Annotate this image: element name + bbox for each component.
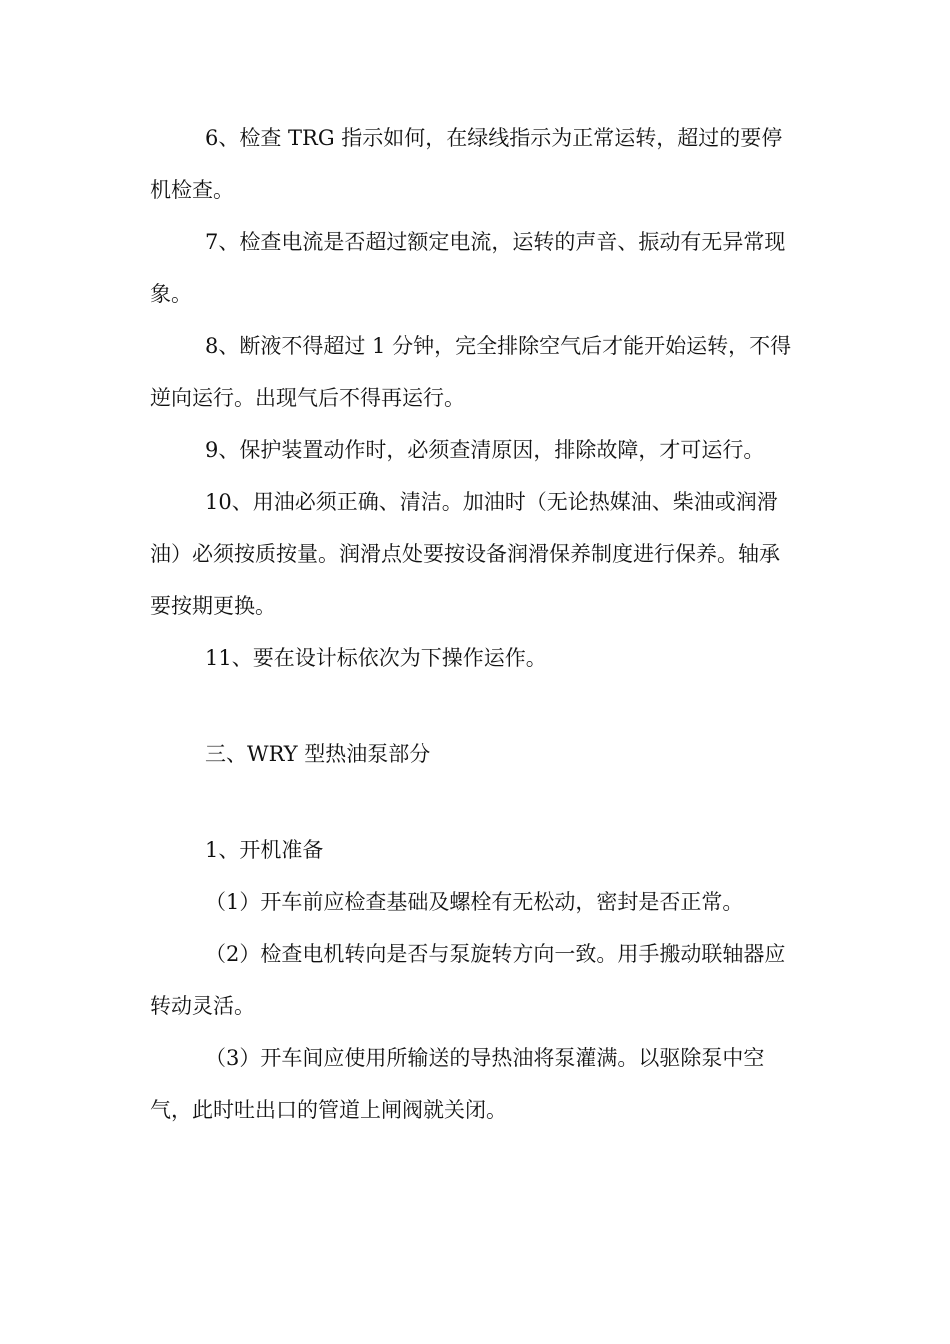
sub-item-3: （3）开车间应使用所输送的导热油将泵灌满。以驱除泵中空气，此时吐出口的管道上闸阀就关闭。 bbox=[150, 1046, 765, 1122]
paragraph-item-7: 7、检查电流是否超过额定电流，运转的声音、振动有无异常现象。 bbox=[150, 230, 786, 306]
paragraph-item-11: 11、要在设计标依次为下操作运作。 bbox=[205, 646, 547, 670]
document-body bbox=[150, 112, 800, 1136]
paragraph-item-8: 8、断液不得超过 1 分钟，完全排除空气后才能开始运转，不得逆向运行。出现气后不得再运行。 bbox=[150, 334, 792, 410]
sub-item-2: （2）检查电机转向是否与泵旋转方向一致。用手搬动联轴器应转动灵活。 bbox=[150, 942, 786, 1018]
spacer bbox=[150, 684, 800, 728]
sub-item-1: （1）开车前应检查基础及螺栓有无松动，密封是否正常。 bbox=[205, 890, 744, 914]
paragraph-item-10: 10、用油必须正确、清洁。加油时（无论热媒油、柴油或润滑油）必须按质按量。润滑点处要按设备润滑保养制度进行保养。轴承要按期更换。 bbox=[150, 490, 780, 618]
spacer bbox=[150, 780, 800, 824]
subsection-heading: 1、开机准备 bbox=[205, 838, 324, 862]
section-heading: 三、WRY 型热油泵部分 bbox=[205, 742, 431, 766]
paragraph-item-6: 6、检查 TRG 指示如何，在绿线指示为正常运转，超过的要停机检查。 bbox=[150, 126, 783, 202]
paragraph-item-9: 9、保护装置动作时，必须查清原因，排除故障，才可运行。 bbox=[205, 438, 765, 462]
